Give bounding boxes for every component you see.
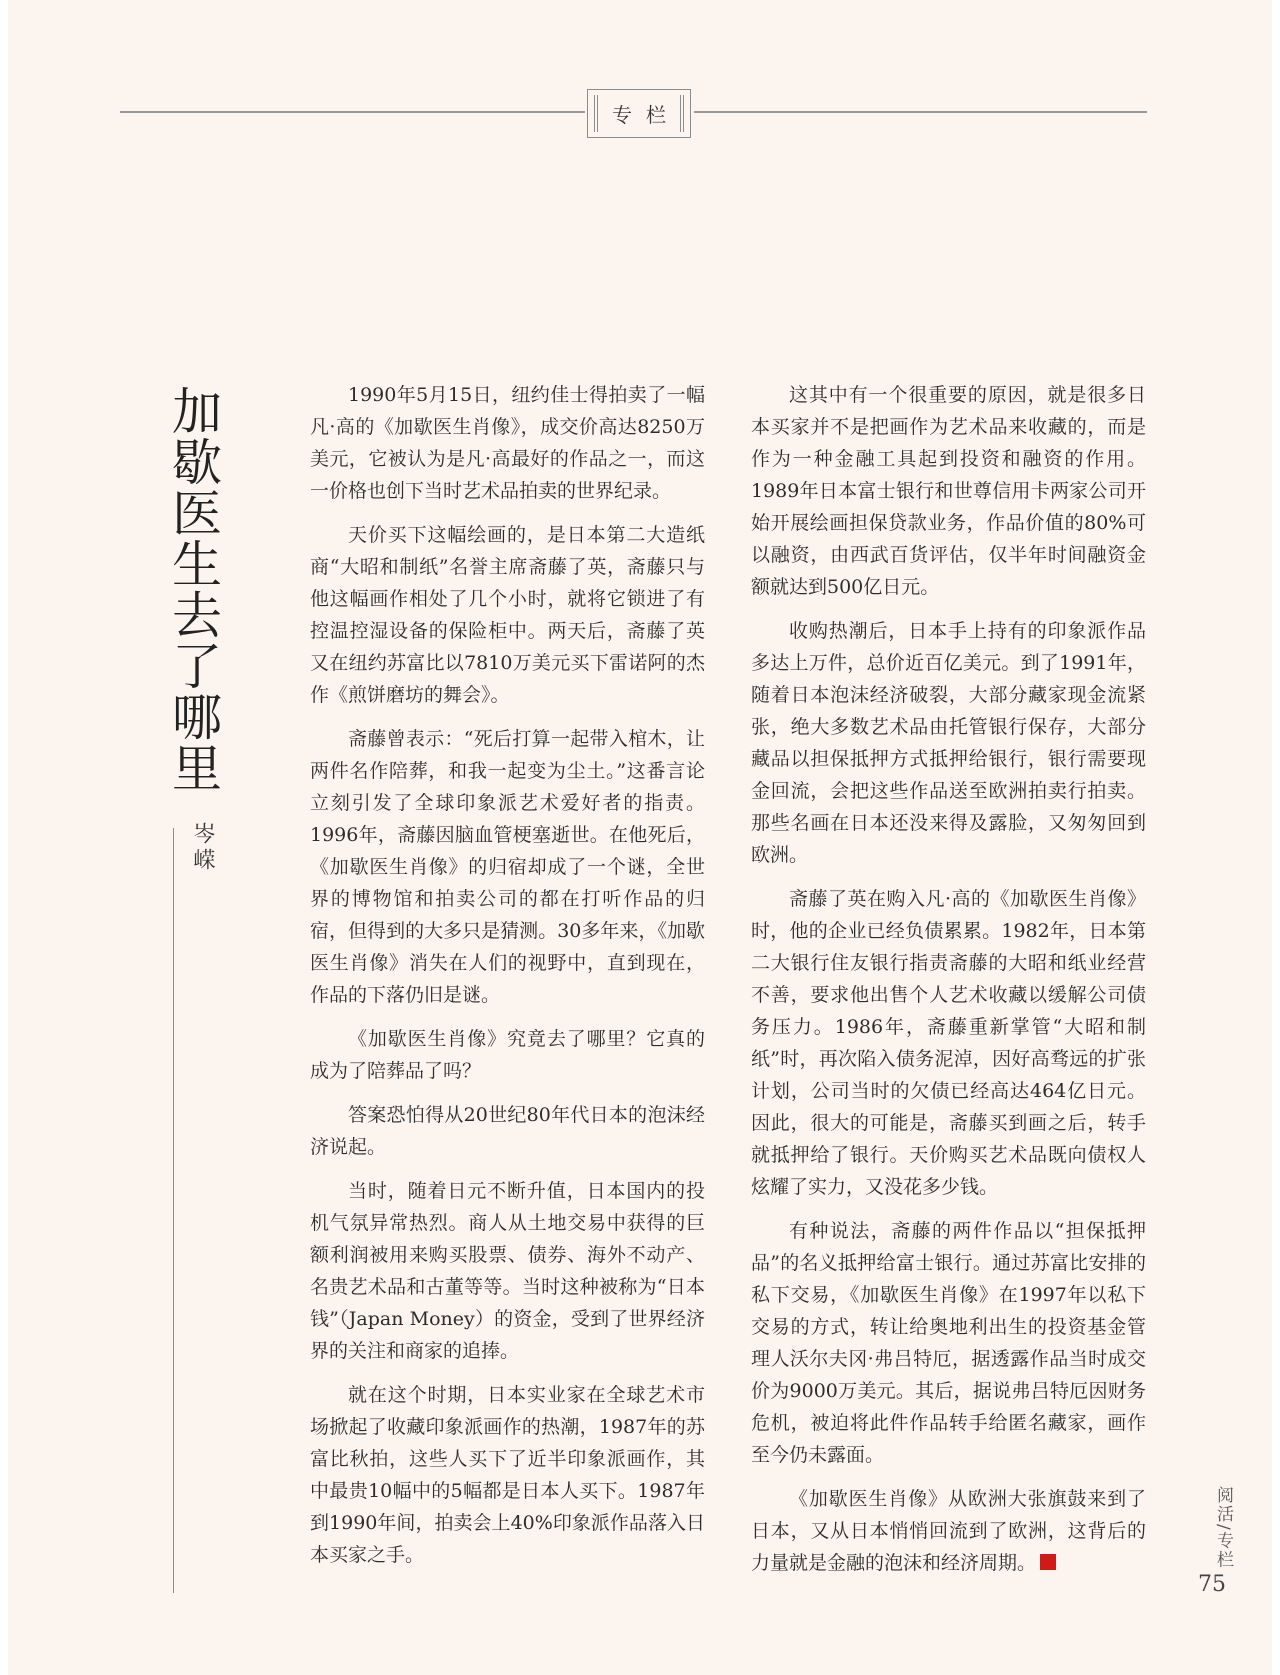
paragraph: 答案恐怕得从20世纪80年代日本的泡沫经济说起。 (310, 1104, 705, 1158)
magazine-page (8, 0, 1272, 1675)
paragraph: 天价买下这幅绘画的，是日本第二大造纸商“大昭和制纸”名誉主席斋藤了英，斋藤只与他这幅画作相处了几个小时，就将它锁进了有控温控湿设备的保险柜中。两天后，斋藤了英又在纽约苏富比以7810万美元买下雷诺阿的杰作《煎饼磨坊的舞会》。 (310, 524, 705, 706)
header-rule-left (120, 111, 585, 113)
paragraph: 1990年5月15日，纽约佳士得拍卖了一幅凡·高的《加歇医生肖像》，成交价高达8250万美元，它被认为是凡·高最好的作品之一，而这一价格也创下当时艺术品拍卖的世界纪录。 (310, 384, 705, 502)
right-column (751, 379, 1146, 1591)
final-paragraph (751, 1483, 1146, 1579)
paragraph: 当时，随着日元不断升值，日本国内的投机气氛异常热烈。商人从土地交易中获得的巨额利润被用来购买股票、债券、海外不动产、名贵艺术品和古董等等。当时这种被称为“日本钱”（Japan Money）的资金，受到了世界经济界的关注和商家的追捧。 (310, 1180, 705, 1362)
paragraph: 就在这个时期，日本实业家在全球艺术市场掀起了收藏印象派画作的热潮，1987年的苏富比秋拍，这些人买下了近半印象派画作，其中最贵10幅中的5幅都是日本人买下。1987年到1990年间，拍卖会上40%印象派作品落入日本买家之手。 (310, 1384, 705, 1566)
paragraph: 收购热潮后，日本手上持有的印象派作品多达上万件，总价近百亿美元。到了1991年，随着日本泡沫经济破裂，大部分藏家现金流紧张，绝大多数艺术品由托管银行保存，大部分藏品以担保抵押方式抵押给银行，银行需要现金回流，会把这些作品送至欧洲拍卖行拍卖。那些名画在日本还没来得及露脸，又匆匆回到欧洲。 (751, 620, 1146, 866)
end-mark-icon (1040, 1554, 1056, 1570)
section-label: 阅活/专栏 (1213, 1486, 1233, 1570)
paragraph: 《加歇医生肖像》究竟去了哪里？它真的成为了陪葬品了吗？ (310, 1028, 705, 1082)
paragraph: 有种说法，斋藤的两件作品以“担保抵押品”的名义抵押给富士银行。通过苏富比安排的私下交易，《加歇医生肖像》在1997年以私下交易的方式，转让给奥地利出生的投资基金管理人沃尔夫冈·弗吕特厄，据透露作品当时成交价为9000万美元。其后，据说弗吕特厄因财务危机，被迫将此件作品转手给匿名藏家，画作至今仍未露面。 (751, 1220, 1146, 1466)
header-rule-right (694, 111, 1147, 113)
page-number: 75 (1198, 1572, 1226, 1597)
column-badge (587, 89, 691, 138)
paragraph: 斋藤曾表示：“死后打算一起带入棺木，让两件名作陪葬，和我一起变为尘土。”这番言论立刻引发了全球印象派艺术爱好者的指责。1996年，斋藤因脑血管梗塞逝世。在他死后，《加歇医生肖像》的归宿却成了一个谜，全世界的博物馆和拍卖公司的都在打听作品的归宿，但得到的大多只是猜测。30多年来，《加歇医生肖像》消失在人们的视野中，直到现在，作品的下落仍旧是谜。 (310, 728, 705, 1006)
paragraph: 斋藤了英在购入凡·高的《加歇医生肖像》时，他的企业已经负债累累。1982年，日本第二大银行住友银行指责斋藤的大昭和纸业经营不善，要求他出售个人艺术收藏以缓解公司债务压力。1986年，斋藤重新掌管“大昭和制纸”时，再次陷入债务泥淖，因好高骛远的扩张计划，公司当时的欠债已经高达464亿日元。因此，很大的可能是，斋藤买到画之后，转手就抵押给了银行。天价购买艺术品既向债权人炫耀了实力，又没花多少钱。 (751, 888, 1146, 1198)
column-label: 专栏 (594, 95, 684, 132)
final-paragraph-text: 《加歇医生肖像》从欧洲大张旗鼓来到了日本，又从日本悄悄回流到了欧洲，这背后的力量就是金融的泡沫和经济周期。 (751, 1488, 1146, 1574)
side-divider (173, 828, 174, 1593)
left-column (310, 379, 705, 1583)
article-title: 加歇医生去了哪里 (164, 385, 222, 793)
author-name: 岑嵘 (190, 822, 215, 874)
paragraph: 这其中有一个很重要的原因，就是很多日本买家并不是把画作为艺术品来收藏的，而是作为一种金融工具起到投资和融资的作用。1989年日本富士银行和世尊信用卡两家公司开始开展绘画担保贷款业务，作品价值的80%可以融资，由西武百货评估，仅半年时间融资金额就达到500亿日元。 (751, 384, 1146, 598)
